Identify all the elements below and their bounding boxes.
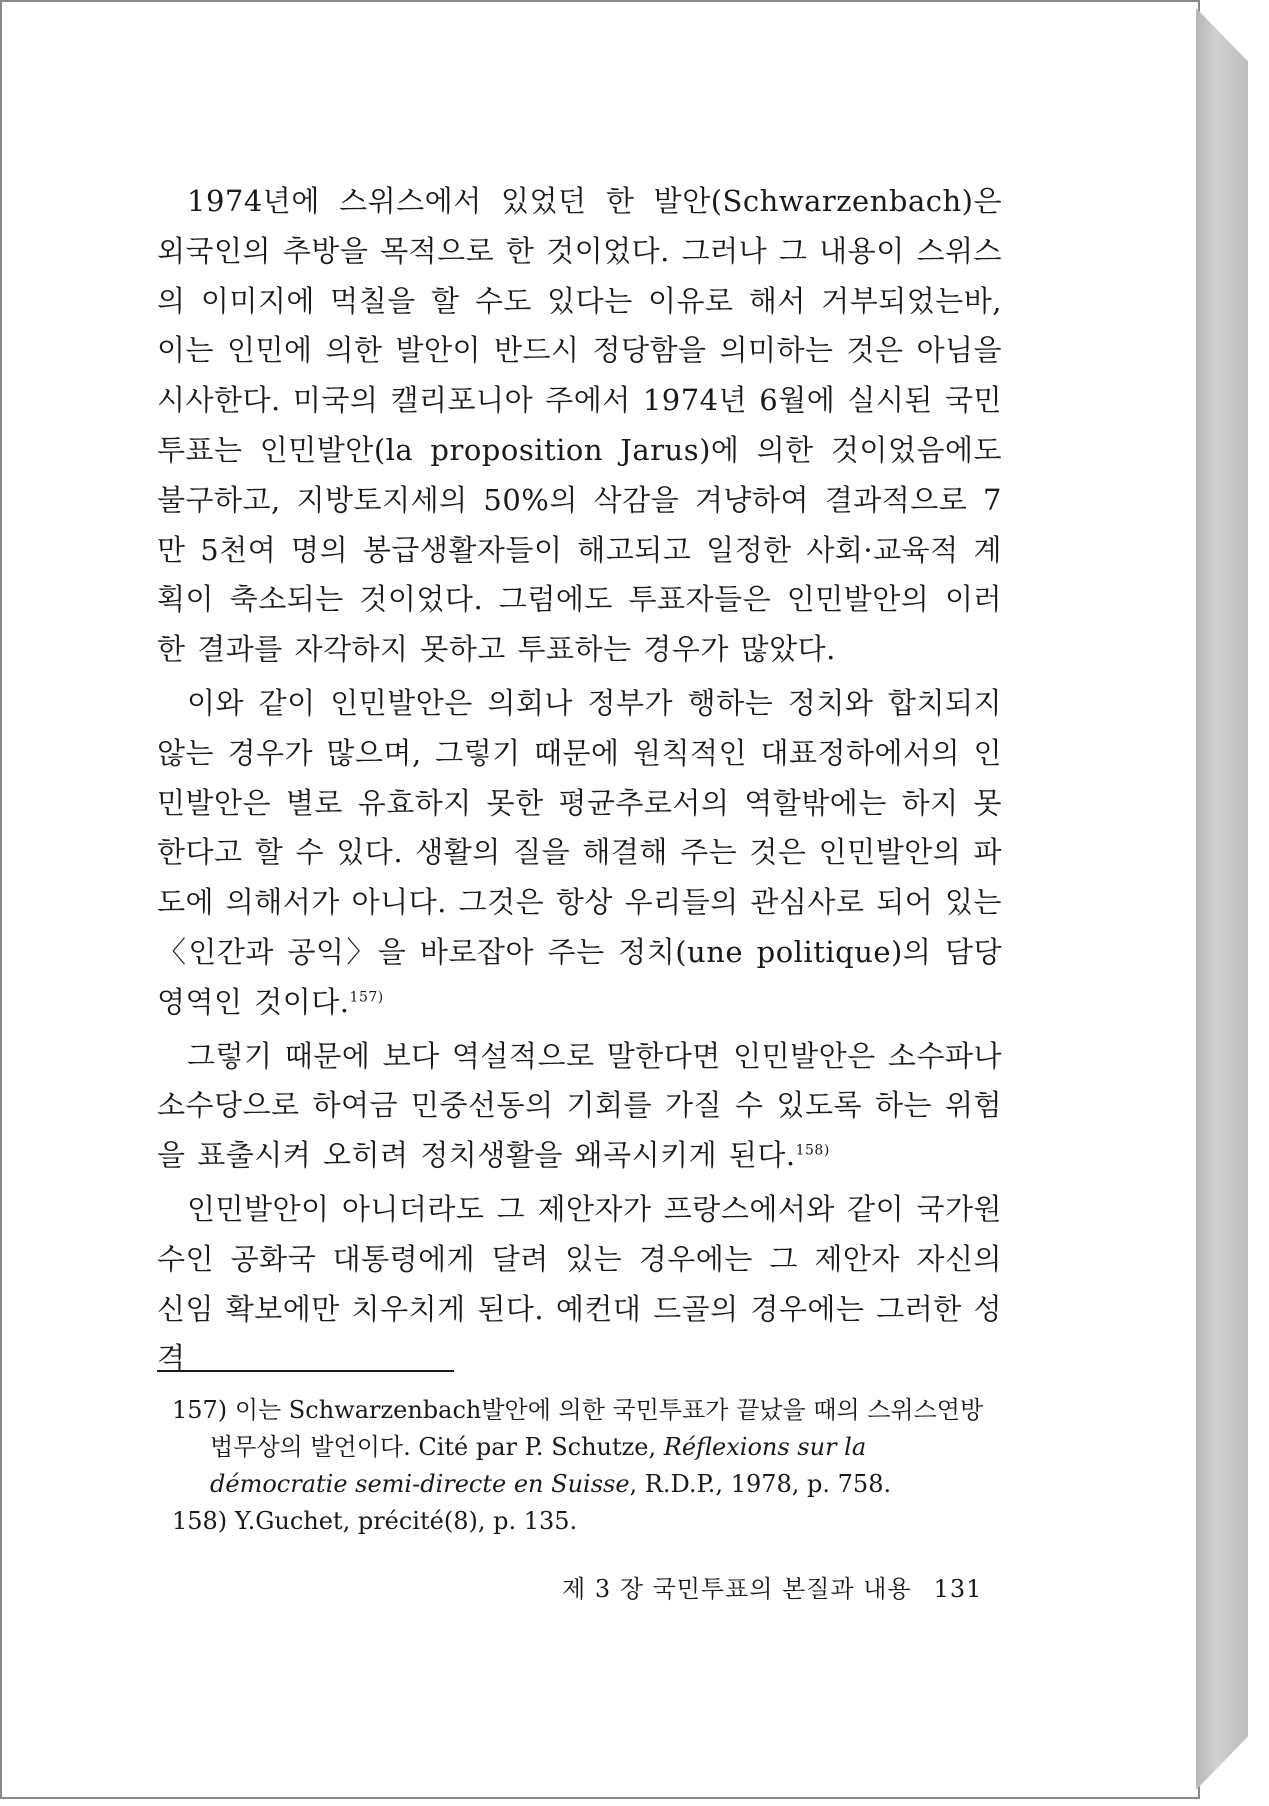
footnote-157: 157) 이는 Schwarzenbach발안에 의한 국민투표가 끝났을 때의 스위스연방 법무상의 발언이다. Cité par P. Schutze, Réflexions sur la démocratie semi-directe en Suisse, R.D.P., 1978, p. 758.: [172, 1396, 984, 1498]
paragraph-1: 1974년에 스위스에서 있었던 한 발안(Schwarzenbach)은 외국인의 추방을 목적으로 한 것이었다. 그러나 그 내용이 스위스의 이미지에 먹칠을 할 수도 있다는 이유로 해서 거부되었는바, 이는 인민에 의한 발안이 반드시 정당함을 의미하는 것은 아님을 시사한다. 미국의 캘리포니아 주에서 1974년 6월에 실시된 국민투표는 인민발안(la proposition Jarus)에 의한 것이었음에도 불구하고, 지방토지세의 50%의 삭감을 겨냥하여 결과적으로 7만 5천여 명의 봉급생활자들이 해고되고 일정한 사회·교육적 계획이 축소되는 것이었다. 그럼에도 투표자들은 인민발안의 이러한 결과를 자각하지 못하고 투표하는 경우가 많았다.: [157, 184, 1002, 667]
page-footer: [562, 1569, 1022, 1604]
running-chapter-title: 제 3 장 국민투표의 본질과 내용: [562, 1575, 912, 1603]
paragraph-2: 이와 같이 인민발안은 의회나 정부가 행하는 정치와 합치되지 않는 경우가 많으며, 그렇기 때문에 원칙적인 대표정하에서의 인민발안은 별로 유효하지 못한 평균추로서의 역할밖에는 하지 못한다고 할 수 있다. 생활의 질을 해결해 주는 것은 인민발안의 파도에 의해서가 아니다. 그것은 항상 우리들의 관심사로 되어 있는 〈인간과 공익〉을 바로잡아 주는 정치(une politique)의 담당 영역인 것이다.$^{157)}$: [157, 685, 1002, 1019]
footnote-158: 158) Y.Guchet, précité(8), p. 135.: [172, 1507, 578, 1535]
page-number: 131: [933, 1575, 983, 1603]
footnote-ref-157[interactable]: 157): [349, 989, 384, 1006]
footnote-ref-158[interactable]: 158): [795, 1142, 830, 1159]
footnote-divider: [157, 1370, 454, 1372]
page-stack-edge: [1196, 8, 1248, 1790]
body-text: [157, 177, 1002, 1388]
paragraph-3: 그렇기 때문에 보다 역설적으로 말한다면 인민발안은 소수파나 소수당으로 하여금 민중선동의 기회를 가질 수 있도록 하는 위험을 표출시켜 오히려 정치생활을 왜곡시키게 된다.$^{158)}$: [157, 1038, 1002, 1173]
footnotes: [172, 1392, 1002, 1540]
footnote-157-title: Réflexions sur la démocratie semi-directe en Suisse: [210, 1433, 867, 1498]
paragraph-4: 인민발안이 아니더라도 그 제안자가 프랑스에서와 같이 국가원수인 공화국 대통령에게 달려 있는 경우에는 그 제안자 자신의 신임 확보에만 치우치게 된다. 예컨대 드골의 경우에는 그러한 성격: [157, 1191, 1002, 1376]
